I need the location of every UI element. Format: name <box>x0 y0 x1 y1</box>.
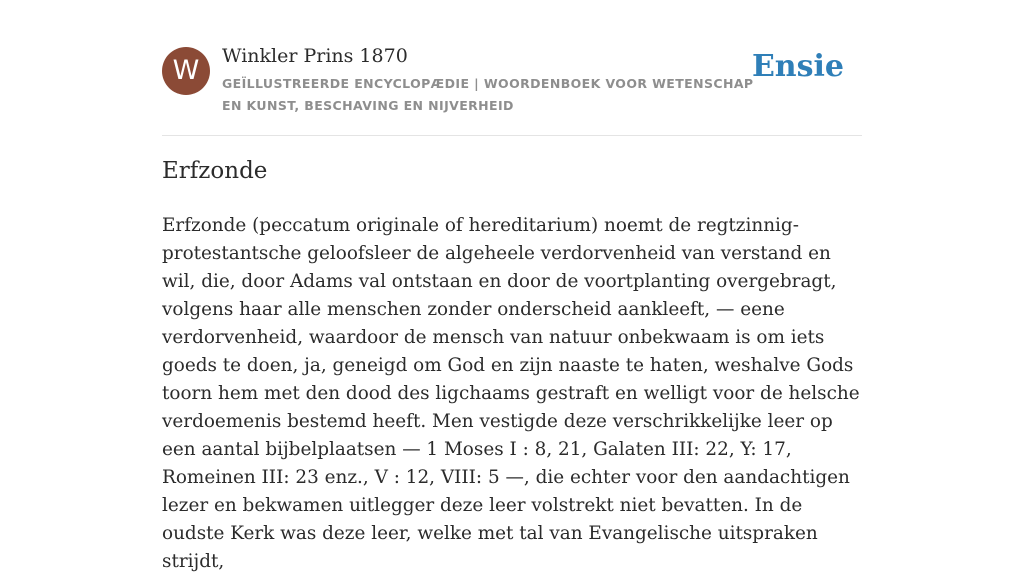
source-title[interactable]: Winkler Prins 1870 <box>222 45 408 67</box>
header <box>162 40 862 136</box>
header-divider <box>162 135 862 136</box>
source-avatar[interactable]: W <box>162 47 210 95</box>
article-body: Erfzonde (peccatum originale of hereditarium) noemt de regtzinnig-protestantsche geloofsleer de algeheele verdorvenheid van verstand en wil, die, door Adams val ontstaan en door de voortplanting overgebragt, volgens haar alle menschen zonder onderscheid aankleeft, — eene verdorvenheid, waardoor de mensch van natuur onbekwaam is om iets goeds te doen, ja, geneigd om God en zijn naaste te haten, weshalve Gods toorn hem met den dood des ligchaams gestraft en welligt voor de helsche verdoemenis bestemd heeft. Men vestigde deze verschrikkelijke leer op een aantal bijbelplaatsen — 1 Moses I : 8, 21, Galaten III: 22, Y: 17, Romeinen III: 23 enz., V : 12, VIII: 5 —, die echter voor den aandachtigen lezer en bekwamen uitlegger deze leer volstrekt niet bevatten. In de oudste Kerk was deze leer, welke met tal van Evangelische uitspraken strijdt, <box>162 215 860 572</box>
source-subtitle: GEÏLLUSTREERDE ENCYCLOPÆDIE | WOORDENBOEK VOOR WETENSCHAP EN KUNST, BESCHAVING EN NIJVERHEID <box>222 76 754 113</box>
article-title: Erfzonde <box>162 158 268 184</box>
brand-logo-link[interactable]: Ensie <box>751 49 844 84</box>
